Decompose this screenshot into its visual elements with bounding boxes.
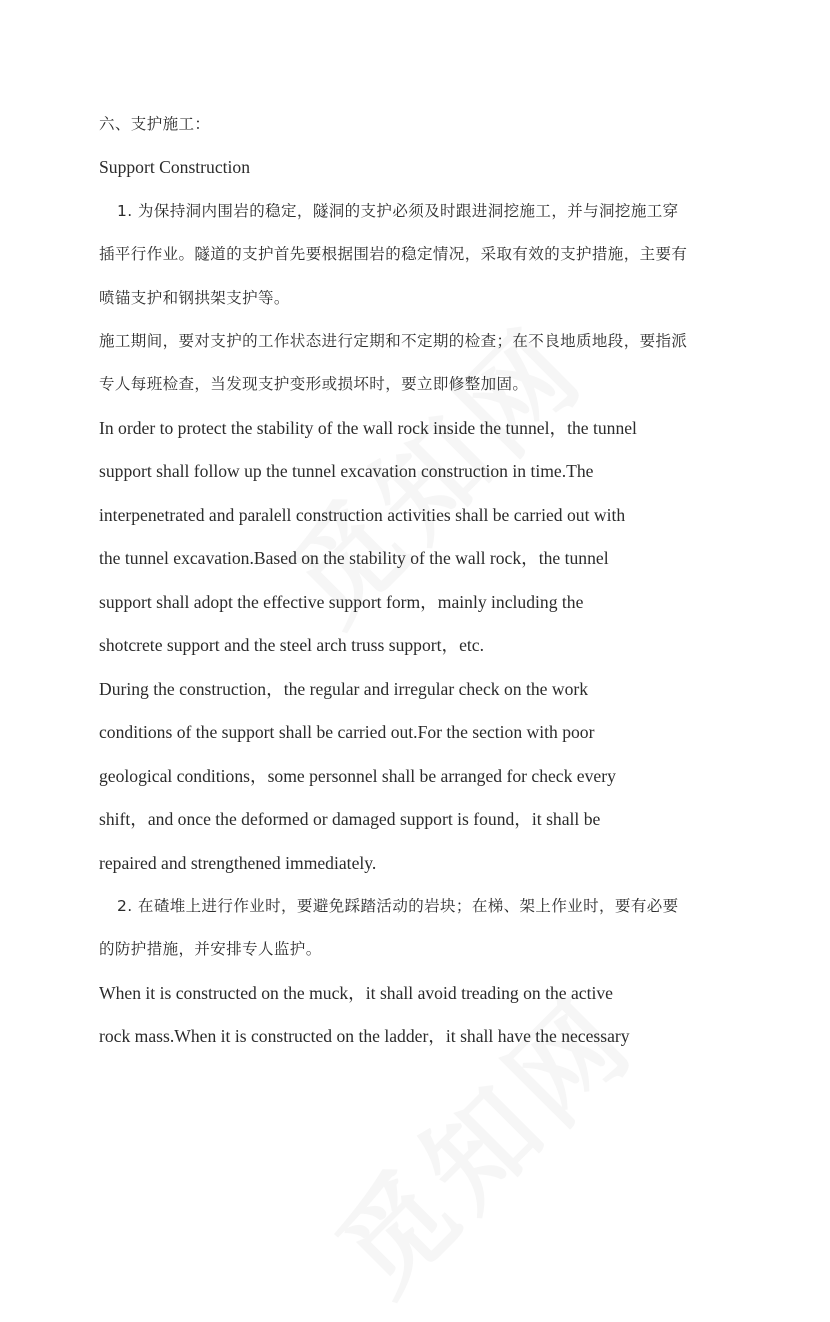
paragraph-1-zh-line: 1. 为保持洞内围岩的稳定，隧洞的支护必须及时跟进洞挖施工，并与洞挖施工穿	[117, 202, 679, 220]
paragraph-1-en-line: shotcrete support and the steel arch truss support，etc.	[99, 635, 485, 655]
paragraph-2-en-line: When it is constructed on the muck，it shall avoid treading on the active	[99, 983, 613, 1003]
section-heading-en: Support Construction	[99, 157, 251, 177]
paragraph-1-zh-line: 喷锚支护和钢拱架支护等。	[99, 289, 290, 307]
paragraph-1-zh-line: 插平行作业。隧道的支护首先要根据围岩的稳定情况，采取有效的支护措施，主要有	[99, 245, 688, 263]
paragraph-2-zh-line: 的防护措施，并安排专人监护。	[99, 940, 322, 958]
paragraph-1-en-line: support shall follow up the tunnel excavation construction in time.The	[99, 461, 594, 481]
paragraph-1-en-line: repaired and strengthened immediately.	[99, 853, 377, 873]
paragraph-1-en-line: the tunnel excavation.Based on the stability of the wall rock，the tunnel	[99, 548, 609, 568]
section-heading-zh: 六、支护施工：	[99, 115, 211, 133]
paragraph-1-en-line: support shall adopt the effective support form，mainly including the	[99, 592, 584, 612]
paragraph-1-en-line: During the construction，the regular and irregular check on the work	[99, 679, 589, 699]
paragraph-1-en-line: conditions of the support shall be carried out.For the section with poor	[99, 722, 595, 742]
paragraph-1-en-line: In order to protect the stability of the wall rock inside the tunnel，the tunnel	[99, 418, 637, 438]
paragraph-2-zh-line: 2. 在碴堆上进行作业时，要避免踩踏活动的岩块；在梯、架上作业时，要有必要	[117, 897, 679, 915]
paragraph-1-en-line: interpenetrated and paralell construction activities shall be carried out with	[99, 505, 626, 525]
paragraph-2-en-line: rock mass.When it is constructed on the ladder，it shall have the necessary	[99, 1026, 630, 1046]
watermark	[297, 956, 663, 1322]
paragraph-1-zh-line: 施工期间，要对支护的工作状态进行定期和不定期的检查；在不良地质地段，要指派	[99, 332, 688, 350]
paragraph-1-zh-line: 专人每班检查，当发现支护变形或损坏时，要立即修整加固。	[99, 375, 529, 393]
paragraph-1-en-line: shift，and once the deformed or damaged support is found，it shall be	[99, 809, 601, 829]
paragraph-1-en-line: geological conditions，some personnel shall be arranged for check every	[99, 766, 616, 786]
